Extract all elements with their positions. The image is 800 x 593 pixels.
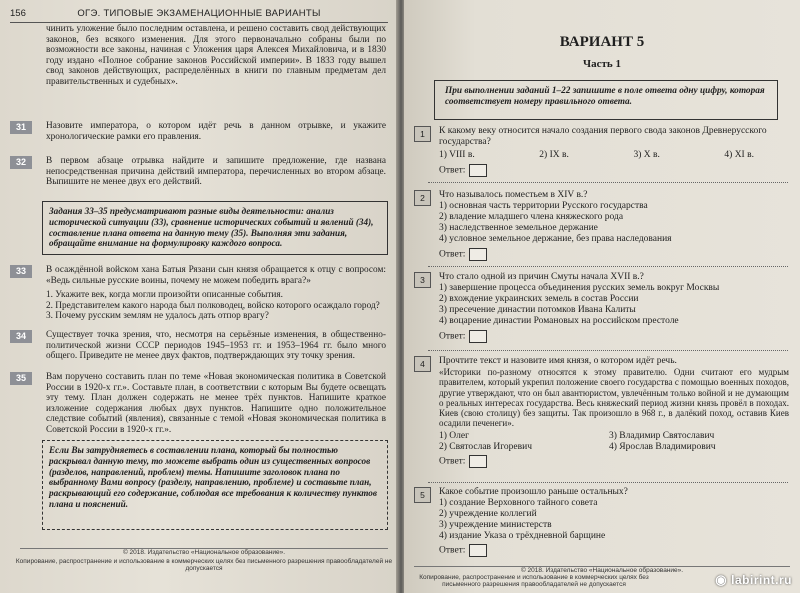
question-33-item: 1. Укажите век, когда могли произойти описанные события.: [46, 290, 283, 300]
divider: [428, 182, 788, 183]
answer-label: Ответ:: [439, 456, 466, 467]
question-35-text: Вам поручено составить план по теме «Новая экономическая политика в Советской России в 1920-х гг.». Составьте план, в соответствии с которым Вы будете освещать эту тему. План должен содержать не менее трёх пунктов. Напишите краткое изложение содержания любых двух пунктов. Напишите одно положительное следствие событий (явления), связанные с темой «Новая экономическая политика в Советской России в 1920-х гг.».: [46, 372, 386, 435]
question-3-text: Что стало одной из причин Смуты начала XVII в.?: [439, 272, 644, 282]
page-number: 156: [10, 8, 26, 19]
answer-option: 4) воцарение династии Романовых на российском престоле: [439, 316, 679, 326]
source-excerpt: чинить уложение было последним оставлена, и решено составить свод действующих законов, без всякого изменения. Для этого первоначально собраны были по возможности все законы, начиная с Уложения царя Алексея Михайловича, и в 1830 году издано «Полное собрание законов Российской империи». В 1833 году вышел свод законов действующих, распределённых в книги по главным предметам дел правительственных и судебных».: [46, 24, 386, 87]
divider: [428, 350, 788, 351]
question-33-text: В осаждённой войском хана Батыя Рязани сын князя обращается к отцу с вопросом: «Ведь сильные русские воины, почему не можем победить врага?»: [46, 265, 386, 286]
divider: [428, 266, 788, 267]
left-header: [10, 6, 388, 23]
answer-row: [439, 455, 789, 468]
question-32-text: В первом абзаце отрывка найдите и запишите предложение, где названа непосредственная причина действий императора, перечисленных во втором абзаце. Выпишите не менее двух его действий.: [46, 156, 386, 188]
question-4-quote: «Историки по-разному относятся к этому правителю. Одни считают его мудрым правителем, который укрепил положение своего государства с помощью военных походов, другие утверждают, что он был авантюристом, увлечённым только войной и не думающим о реальных интересах государства. Весь княжеский период жизни князь провёл в походах. Киев (свою столицу) без защиты. Так произошло в 968 г., в далёкий поход, оставив Киев осадили печенеги».: [439, 367, 789, 429]
answer-option: 2) вхождение украинских земель в состав России: [439, 294, 639, 304]
question-1-text: К какому веку относится начало создания первого свода законов Древнерусского государства?: [439, 126, 767, 147]
answer-option: 1) завершение процесса объединения русских земель вокруг Москвы: [439, 283, 720, 293]
answer-option: 1) VIII в.: [439, 150, 475, 160]
question-number-4: 4: [414, 356, 431, 372]
answer-label: Ответ:: [439, 165, 466, 176]
watermark-logo-icon: ◉: [715, 572, 732, 587]
answer-field-5[interactable]: [469, 544, 487, 557]
question-number-34: 34: [10, 330, 32, 343]
answer-option: 2) Святослав Игоревич: [439, 441, 532, 452]
question-4-text: Прочтите текст и назовите имя князя, о котором идёт речь.: [439, 356, 677, 366]
question-3: [414, 272, 789, 344]
answer-option: 3) наследственное земельное держание: [439, 223, 598, 233]
right-footer-notice: Копирование, распространение и использование в коммерческих целях без письменного разрешения правообладателей не допускается: [419, 574, 649, 588]
question-4: [414, 356, 789, 476]
left-footer-copyright: © 2018. Издательство «Национальное образование».: [20, 548, 388, 557]
watermark-text: labirint.ru: [731, 573, 792, 587]
right-footer-copyright: © 2018. Издательство «Национальное образование».: [414, 566, 790, 575]
answer-option: 3) X в.: [633, 150, 660, 160]
question-number-31: 31: [10, 121, 32, 134]
answer-row: [439, 544, 789, 557]
answer-label: Ответ:: [439, 331, 466, 342]
answer-label: Ответ:: [439, 249, 466, 260]
question-33-item: 2. Представителем какого народа был полководец, войско которого осаждало город?: [46, 300, 380, 311]
question-34-text: Существует точка зрения, что, несмотря на серьёзные изменения, в общественно-политической жизни СССР периодов 1945–1953 гг. и 1953–1964 гг. было много общего. Приведите не менее двух фактов, подтверждающих эту точку зрения.: [46, 330, 386, 362]
question-number-32: 32: [10, 156, 32, 169]
question-number-35: 35: [10, 372, 32, 385]
question-1: [414, 126, 789, 182]
answer-option: 4) условное земельное держание, без права наследования: [439, 234, 672, 244]
question-1-options: [439, 150, 754, 161]
answer-option: 2) IX в.: [539, 150, 569, 160]
answer-field-1[interactable]: [469, 164, 487, 177]
hint-box-35: Если Вы затрудняетесь в составлении плана, который бы полностью раскрывал данную тему, то можете выбрать один из существенных вопросов (разделов, направлений, проблем) темы. Напишите заголовок плана по выбранному Вами вопросу (разделу, направлению, проблеме) и составьте план, раскрывающий его содержание, соблюдая все требования к количеству пунктов плана и пояснений.: [42, 440, 388, 530]
question-number-3: 3: [414, 272, 431, 288]
answer-option: 3) учреждение министерств: [439, 520, 552, 530]
answer-option: 4) XI в.: [724, 150, 754, 160]
answer-option: 1) Олег: [439, 430, 470, 441]
answer-option: 2) владение младшего члена княжеского рода: [439, 212, 624, 222]
question-number-2: 2: [414, 190, 431, 206]
watermark: [715, 572, 792, 588]
answer-option: 2) учреждение коллегий: [439, 509, 537, 519]
question-33-item: 3. Почему русским землям не удалось дать отпор врагу?: [46, 311, 269, 322]
answer-row: [439, 330, 789, 343]
question-5: [414, 487, 789, 559]
answer-option: 4) Ярослав Владимирович: [609, 441, 716, 452]
question-2-text: Что называлось поместьем в XIV в.?: [439, 190, 588, 200]
question-number-5: 5: [414, 487, 431, 503]
answer-option: 4) издание Указа о трёхдневной барщине: [439, 531, 606, 541]
answer-label: Ответ:: [439, 545, 466, 556]
answer-row: [439, 164, 789, 177]
right-page: [404, 0, 800, 593]
question-number-33: 33: [10, 265, 32, 278]
question-2: [414, 190, 789, 260]
question-33-items: [46, 290, 386, 322]
answer-option: 1) основная часть территории Русского государства: [439, 201, 648, 211]
instruction-box-33-35: Задания 33–35 предусматривают разные виды деятельности: анализ исторической ситуации (33), сравнение исторических событий и явлений (34), составление плана ответа на данную тему (35). Выполняя эти задания, обращайте внимание на формулировку каждого вопроса.: [42, 201, 388, 255]
answer-field-3[interactable]: [469, 330, 487, 343]
question-5-text: Какое событие произошло раньше остальных?: [439, 487, 628, 497]
question-number-1: 1: [414, 126, 431, 142]
divider: [428, 482, 788, 483]
running-title: ОГЭ. ТИПОВЫЕ ЭКЗАМЕНАЦИОННЫЕ ВАРИАНТЫ: [77, 8, 321, 19]
answer-field-2[interactable]: [469, 248, 487, 261]
question-31-text: Назовите императора, о котором идёт речь в данном отрывке, и укажите хронологические рамки его правления.: [46, 121, 386, 142]
part1-instruction: При выполнении заданий 1–22 запишите в поле ответа одну цифру, которая соответствует номеру правильного ответа.: [434, 80, 778, 120]
part-title: Часть 1: [583, 58, 621, 70]
answer-option: 1) создание Верховного тайного совета: [439, 498, 598, 508]
question-4-options: [439, 431, 789, 453]
left-footer-notice: Копирование, распространение и использование в коммерческих целях без письменного разрешения правообладателей не допускается: [15, 558, 393, 572]
answer-option: 3) пресечение династии потомков Ивана Калиты: [439, 305, 636, 315]
variant-title: ВАРИАНТ 5: [559, 34, 645, 50]
answer-row: [439, 248, 789, 261]
answer-option: 3) Владимир Святославич: [609, 430, 715, 441]
answer-field-4[interactable]: [469, 455, 487, 468]
left-page: [0, 0, 398, 593]
